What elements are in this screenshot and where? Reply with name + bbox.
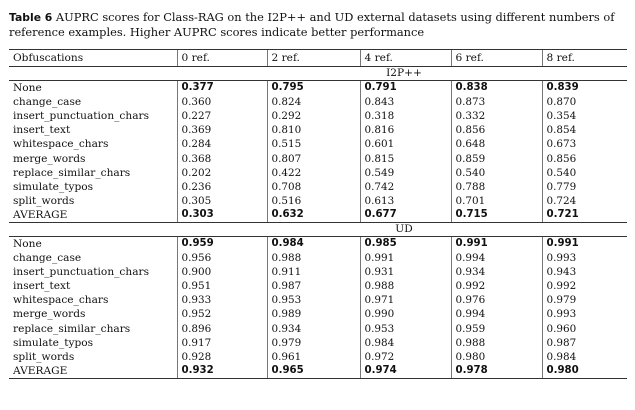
header-6-ref: 6 ref. <box>451 50 542 67</box>
obfuscation-label: change_case <box>13 96 82 109</box>
score-cell: 0.303 <box>177 208 267 223</box>
obfuscation-label: insert_punctuation_chars <box>13 110 150 123</box>
score-cell: 0.959 <box>451 322 542 336</box>
table-row <box>9 166 627 180</box>
table-row <box>9 123 627 137</box>
score-cell: 0.960 <box>542 322 627 336</box>
score-cell: 0.988 <box>451 336 542 350</box>
score-cell: 0.807 <box>267 151 360 165</box>
header-8-ref: 8 ref. <box>542 50 627 67</box>
score-cell: 0.953 <box>267 293 360 307</box>
score-cell: 0.816 <box>360 123 451 137</box>
header-obfuscations: Obfuscations <box>9 50 177 67</box>
score-cell: 0.516 <box>267 194 360 208</box>
obfuscation-label: simulate_typos <box>13 180 94 193</box>
score-cell: 0.838 <box>451 81 542 96</box>
score-cell: 0.859 <box>451 151 542 165</box>
score-cell: 0.368 <box>177 151 267 165</box>
score-cell: 0.991 <box>542 236 627 251</box>
score-cell: 0.708 <box>267 180 360 194</box>
score-cell: 0.236 <box>177 180 267 194</box>
table-caption <box>9 10 629 40</box>
score-cell: 0.422 <box>267 166 360 180</box>
score-cell: 0.917 <box>177 336 267 350</box>
table-body <box>9 67 627 379</box>
obfuscation-label: simulate_typos <box>13 336 94 349</box>
score-cell: 0.202 <box>177 166 267 180</box>
score-cell: 0.979 <box>267 336 360 350</box>
score-cell: 0.971 <box>360 293 451 307</box>
table-label: Table 6 <box>9 11 53 24</box>
table-row <box>9 180 627 194</box>
score-cell: 0.292 <box>267 109 360 123</box>
obfuscation-label: split_words <box>13 350 75 363</box>
section-header-row <box>9 67 627 81</box>
table-row <box>9 137 627 151</box>
obfuscation-label: merge_words <box>13 152 86 165</box>
obfuscation-label: change_case <box>13 252 82 265</box>
score-cell: 0.987 <box>542 336 627 350</box>
score-cell: 0.601 <box>360 137 451 151</box>
obfuscation-label: replace_similar_chars <box>13 322 131 335</box>
table-row <box>9 151 627 165</box>
score-cell: 0.951 <box>177 279 267 293</box>
score-cell: 0.992 <box>542 279 627 293</box>
score-cell: 0.360 <box>177 95 267 109</box>
score-cell: 0.994 <box>451 251 542 265</box>
score-cell: 0.965 <box>267 364 360 379</box>
score-cell: 0.984 <box>542 350 627 364</box>
score-cell: 0.911 <box>267 265 360 279</box>
caption-text: AUPRC scores for Class-RAG on the I2P++ and UD external datasets using different numbers of reference examples. Higher AUPRC scores indicate better performance <box>9 10 615 39</box>
section-spacer <box>9 222 177 236</box>
table-row <box>9 236 627 251</box>
score-cell: 0.959 <box>177 236 267 251</box>
obfuscation-label: whitespace_chars <box>13 294 109 307</box>
score-cell: 0.956 <box>177 251 267 265</box>
score-cell: 0.810 <box>267 123 360 137</box>
score-cell: 0.721 <box>542 208 627 223</box>
score-cell: 0.987 <box>267 279 360 293</box>
score-cell: 0.839 <box>542 81 627 96</box>
obfuscation-label: merge_words <box>13 308 86 321</box>
score-cell: 0.992 <box>451 279 542 293</box>
score-cell: 0.993 <box>542 307 627 321</box>
score-cell: 0.984 <box>267 236 360 251</box>
table-row <box>9 279 627 293</box>
table-row <box>9 293 627 307</box>
table-row <box>9 364 627 379</box>
score-cell: 0.990 <box>360 307 451 321</box>
score-cell: 0.549 <box>360 166 451 180</box>
header-0-ref: 0 ref. <box>177 50 267 67</box>
score-cell: 0.932 <box>177 364 267 379</box>
header-row <box>9 50 627 67</box>
score-cell: 0.961 <box>267 350 360 364</box>
obfuscation-label: split_words <box>13 194 75 207</box>
score-cell: 0.673 <box>542 137 627 151</box>
score-cell: 0.978 <box>451 364 542 379</box>
score-cell: 0.788 <box>451 180 542 194</box>
obfuscation-label: insert_text <box>13 280 71 293</box>
score-cell: 0.354 <box>542 109 627 123</box>
score-cell: 0.677 <box>360 208 451 223</box>
score-cell: 0.632 <box>267 208 360 223</box>
obfuscation-label: insert_text <box>13 124 71 137</box>
score-cell: 0.540 <box>451 166 542 180</box>
score-cell: 0.843 <box>360 95 451 109</box>
score-cell: 0.791 <box>360 81 451 96</box>
score-cell: 0.984 <box>360 336 451 350</box>
section-header-row <box>9 222 627 236</box>
score-cell: 0.540 <box>542 166 627 180</box>
score-cell: 0.815 <box>360 151 451 165</box>
score-cell: 0.988 <box>267 251 360 265</box>
score-cell: 0.991 <box>360 251 451 265</box>
obfuscation-label: insert_punctuation_chars <box>13 266 150 279</box>
table-row <box>9 95 627 109</box>
score-cell: 0.928 <box>177 350 267 364</box>
obfuscation-label: whitespace_chars <box>13 138 109 151</box>
score-cell: 0.515 <box>267 137 360 151</box>
obfuscation-label: AVERAGE <box>9 364 177 379</box>
score-cell: 0.933 <box>177 293 267 307</box>
section-title: I2P++ <box>177 67 627 81</box>
score-cell: 0.953 <box>360 322 451 336</box>
score-cell: 0.980 <box>451 350 542 364</box>
table-row <box>9 208 627 223</box>
score-cell: 0.284 <box>177 137 267 151</box>
score-cell: 0.305 <box>177 194 267 208</box>
table-row <box>9 336 627 350</box>
obfuscation-label: None <box>13 237 42 250</box>
score-cell: 0.934 <box>267 322 360 336</box>
table-row <box>9 194 627 208</box>
score-cell: 0.377 <box>177 81 267 96</box>
score-cell: 0.856 <box>451 123 542 137</box>
table-row <box>9 251 627 265</box>
score-cell: 0.648 <box>451 137 542 151</box>
table-row <box>9 265 627 279</box>
score-cell: 0.988 <box>360 279 451 293</box>
score-cell: 0.952 <box>177 307 267 321</box>
results-table <box>9 49 627 379</box>
score-cell: 0.979 <box>542 293 627 307</box>
score-cell: 0.972 <box>360 350 451 364</box>
obfuscation-label: AVERAGE <box>9 208 177 223</box>
score-cell: 0.900 <box>177 265 267 279</box>
score-cell: 0.991 <box>451 236 542 251</box>
score-cell: 0.994 <box>451 307 542 321</box>
score-cell: 0.943 <box>542 265 627 279</box>
score-cell: 0.931 <box>360 265 451 279</box>
score-cell: 0.701 <box>451 194 542 208</box>
section-title: UD <box>177 222 627 236</box>
score-cell: 0.715 <box>451 208 542 223</box>
score-cell: 0.824 <box>267 95 360 109</box>
score-cell: 0.856 <box>542 151 627 165</box>
score-cell: 0.870 <box>542 95 627 109</box>
score-cell: 0.974 <box>360 364 451 379</box>
score-cell: 0.896 <box>177 322 267 336</box>
score-cell: 0.724 <box>542 194 627 208</box>
score-cell: 0.993 <box>542 251 627 265</box>
obfuscation-label: None <box>13 82 42 95</box>
header-4-ref: 4 ref. <box>360 50 451 67</box>
table-row <box>9 350 627 364</box>
score-cell: 0.989 <box>267 307 360 321</box>
score-cell: 0.976 <box>451 293 542 307</box>
score-cell: 0.318 <box>360 109 451 123</box>
score-cell: 0.613 <box>360 194 451 208</box>
score-cell: 0.742 <box>360 180 451 194</box>
score-cell: 0.854 <box>542 123 627 137</box>
section-spacer <box>9 67 177 81</box>
table-row <box>9 307 627 321</box>
table-row <box>9 109 627 123</box>
score-cell: 0.369 <box>177 123 267 137</box>
table-row <box>9 81 627 96</box>
table-row <box>9 322 627 336</box>
score-cell: 0.980 <box>542 364 627 379</box>
score-cell: 0.873 <box>451 95 542 109</box>
score-cell: 0.332 <box>451 109 542 123</box>
header-2-ref: 2 ref. <box>267 50 360 67</box>
score-cell: 0.795 <box>267 81 360 96</box>
score-cell: 0.227 <box>177 109 267 123</box>
score-cell: 0.934 <box>451 265 542 279</box>
score-cell: 0.985 <box>360 236 451 251</box>
score-cell: 0.779 <box>542 180 627 194</box>
obfuscation-label: replace_similar_chars <box>13 166 131 179</box>
